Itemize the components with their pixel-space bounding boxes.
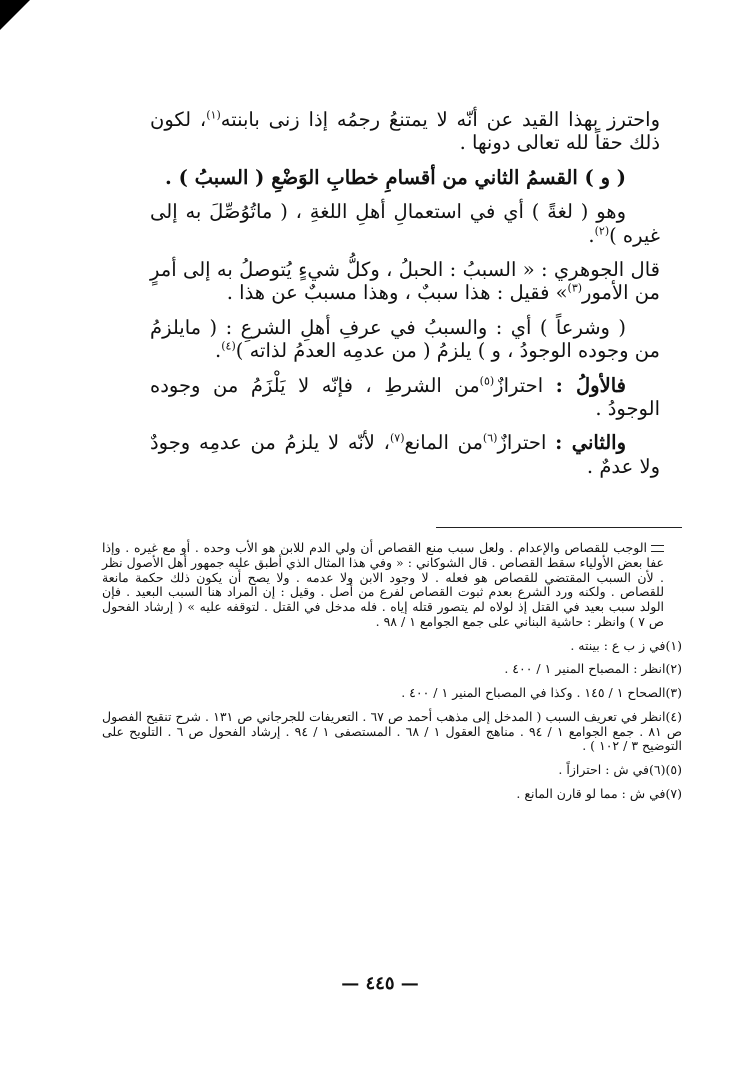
main-text <box>150 108 660 489</box>
paragraph-3 <box>150 200 660 247</box>
paragraph-1-end: ، لكون ذلك حقاً لله تعالى دونها . <box>150 108 660 155</box>
footnote-7 <box>102 787 682 802</box>
footnote-2-text: انظر : المصباح المنير ١ / ٤٠٠ . <box>504 661 666 677</box>
footnote-3 <box>102 686 682 701</box>
paragraph-7 <box>150 431 660 478</box>
paragraph-4 <box>150 258 660 305</box>
paragraph-6-text-a: احترازٌ <box>494 373 544 397</box>
paragraph-5-end: . <box>215 339 222 363</box>
paragraph-2-text: ( و ) القسمُ الثاني من أقسامِ خطابِ الوَضْعِ ( السببُ ) . <box>165 165 626 189</box>
footnote-2 <box>102 662 682 677</box>
footnote-ref-3: (٣) <box>567 281 583 295</box>
footnote-5-6-text: في ش : احترازاً . <box>558 762 650 777</box>
paragraph-4-text: قال الجوهري : « السببُ : الحبلُ ، وكلُّ شيءٍ يُتوصلُ به إلى أمرٍ من الأمور <box>150 257 660 305</box>
footnote-7-text: في ش : مما لو قارن المانع . <box>516 785 666 801</box>
footnote-ref-1: (١) <box>206 108 221 122</box>
corner-fold-mark <box>0 0 30 30</box>
paragraph-5 <box>150 316 660 363</box>
footnote-2-number: (٢) <box>665 661 682 677</box>
paragraph-3-end: . <box>588 223 595 247</box>
footnotes <box>102 541 682 811</box>
footnote-continuation <box>102 541 682 630</box>
paragraph-7-text-a: احترازٌ <box>497 431 547 455</box>
footnote-4-text: انظر في تعريف السبب ( المدخل إلى مذهب أحمد ص ٦٧ . التعريفات للجرجاني ص ١٣١ . شرح تنقيح الفصول ص ٨١ . جمع الجوامع ١ / ٩٤ . مناهج العقول ١ / ٦٨ . المستصفى ١ / ٩٤ . إرشاد الفحول ص ٦ . التلويح على التوضيح ٣ / ١٠٢ ) . <box>102 708 683 754</box>
footnote-4 <box>102 710 682 754</box>
footnote-5-6-number: (٥)(٦) <box>649 762 682 777</box>
footnote-ref-6: (٦) <box>482 431 498 445</box>
footnote-4-number: (٤) <box>665 708 682 724</box>
footnote-3-text: الصحاح ١ / ١٤٥ . وكذا في المصباح المنير ١ / ٤٠٠ . <box>401 685 666 700</box>
footnote-7-number: (٧) <box>665 785 682 801</box>
paragraph-6-lead: فالأولُ : <box>555 373 626 397</box>
paragraph-6 <box>150 374 660 421</box>
footnote-ref-7: (٧) <box>389 431 405 445</box>
page-number: — ٤٤٥ — <box>341 973 419 994</box>
paragraph-1 <box>150 108 660 155</box>
paragraph-7-lead: والثاني : <box>555 431 626 455</box>
footnote-3-number: (٣) <box>665 685 682 700</box>
footnote-ref-5: (٥) <box>479 374 495 388</box>
paragraph-5-text: ( وشرعاً ) أي : والسببُ في عرفِ أهلِ الشرعِ : ( مايلزمُ من وجوده الوجودُ ، و ) يلزمُ ( من عدمِه العدمُ لذاته ) <box>150 315 660 363</box>
footnote-separator <box>436 527 682 528</box>
paragraph-3-text: وهو ( لغةً ) أي في استعمالِ أهلِ اللغةِ ، ( ماتُوُصِّلَ به إلى غيره ) <box>150 200 660 247</box>
paragraph-7-text-c: ، لأنّه لا يلزمُ من عدمِه وجودٌ ولا عدمٌ . <box>150 431 660 478</box>
continuation-marker-icon <box>651 545 664 552</box>
footnote-1-number: (١) <box>665 637 682 653</box>
footnote-ref-2: (٢) <box>594 224 610 238</box>
footnote-continuation-text: الوجب للقصاص والإعدام . ولعل سبب منع القصاص أن ولي الدم للابن هو الأب وحده . أو مع غيره . وإذا عفا بعض الأولياء سقط القصاص . قال الشوكاني : « وفي هذا المثال الذي أطبق عليه جمهور أهل الأصول نظر . لأن السبب المقتضي للقصاص هو فعله . لا وجود الابن ولا عدمه . ولا يصح أن يكون ذلك حكمة مانعة للقصاص . ولكنه ورد الشرع بعدم ثبوت القصاص لفرع من أصل . وقيل : إن المراد هنا السبب البعيد . فإن الولد سبب بعيد في القتل إذ لولاه لم يتصور قتله إياه . فله مدخل في القتل . لتوقفه عليه » ( إرشاد الفحول ص ٧ ) وانظر : حاشية البناني على جمع الجوامع ١ / ٩٨ . <box>102 540 664 629</box>
paragraph-7-text-b: من المانع <box>404 431 483 455</box>
footnote-1-text: في ز ب ع : بينته . <box>570 637 666 653</box>
paragraph-4-end: » فقيل : هذا سببٌ ، وهذا مسببٌ عن هذا . <box>226 281 568 305</box>
paragraph-1-text: واحترز بهذا القيد عن أنّه لا يمتنعُ رجمُه إذا زنى بابنته <box>220 108 660 131</box>
paragraph-6-text-b: من الشرطِ ، فإنّه لا يَلْزَمُ من وجوده الوجودُ . <box>150 373 660 420</box>
footnote-1 <box>102 639 682 654</box>
footnote-ref-4: (٤) <box>221 339 236 353</box>
footnote-5-6 <box>102 763 682 778</box>
paragraph-2 <box>150 166 660 189</box>
